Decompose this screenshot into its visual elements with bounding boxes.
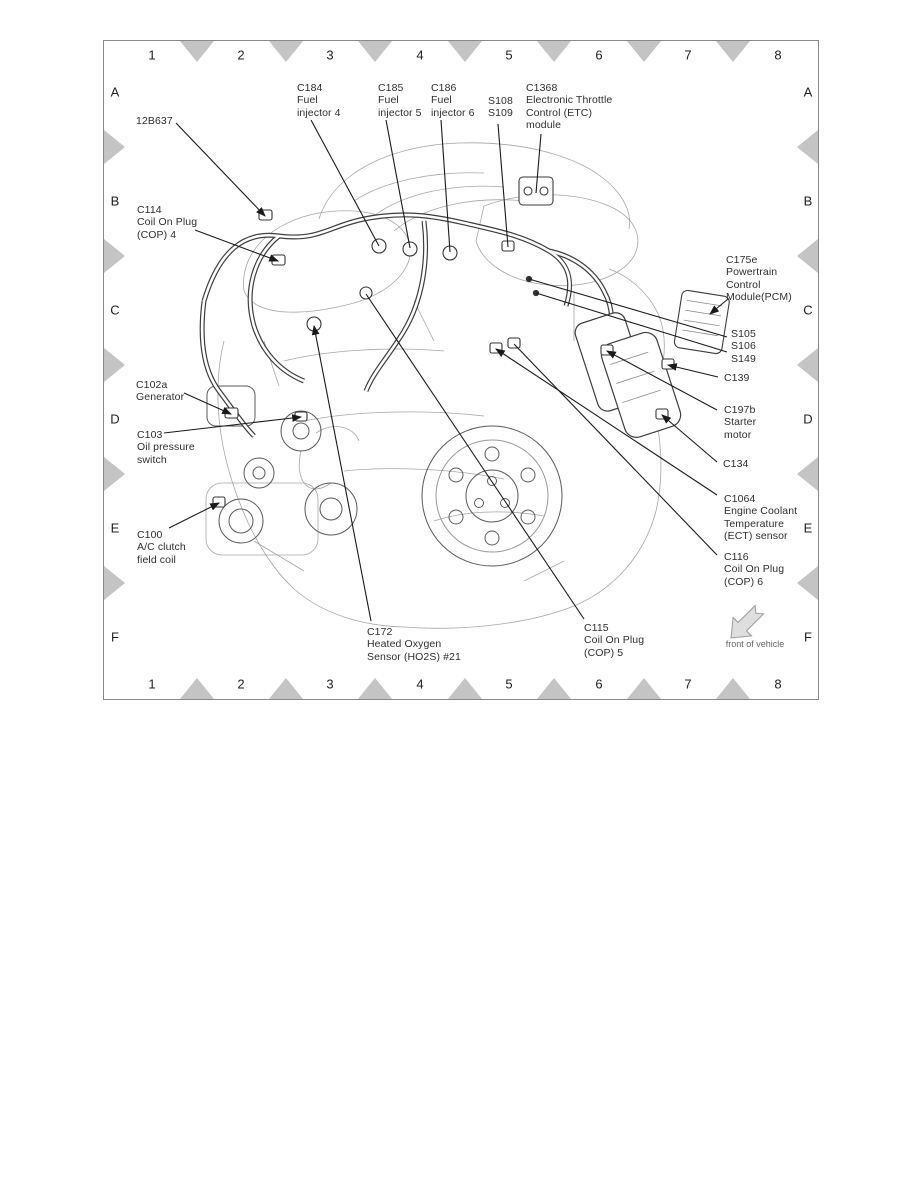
leader-line-C134	[662, 415, 717, 462]
grid-row-label: E	[803, 520, 813, 536]
grid-row-label: F	[111, 629, 119, 645]
grid-column-label: 3	[326, 676, 334, 692]
callout-line: Control (ETC)	[526, 106, 593, 119]
callout-S105-S106-S149	[731, 328, 756, 365]
grid-column-label: 7	[684, 47, 692, 63]
callout-line: C115	[584, 622, 609, 634]
callout-line: C1368	[526, 82, 558, 94]
callout-line: Fuel	[378, 94, 399, 107]
callout-line: Coil On Plug	[137, 216, 198, 229]
callout-line: switch	[137, 453, 167, 466]
grid-marker	[104, 457, 125, 491]
callout-C184	[297, 82, 341, 119]
grid-marker	[104, 130, 125, 164]
grid-row-label: A	[803, 84, 813, 100]
callout-line: C1064	[724, 493, 756, 505]
leader-line-C139	[668, 365, 718, 377]
callout-line: C186	[431, 82, 457, 94]
leader-line-C184	[311, 120, 379, 246]
callout-line: Powertrain	[726, 266, 778, 279]
callout-C102a	[136, 379, 184, 404]
callout-C103	[137, 429, 195, 466]
grid-row-label: E	[110, 520, 120, 536]
leader-line-C185	[386, 120, 410, 248]
grid-column-label: 6	[595, 47, 603, 63]
grid-row-label: D	[110, 411, 120, 427]
callout-line: injector 4	[297, 106, 341, 119]
grid-marker	[627, 41, 661, 62]
callout-C114	[137, 204, 197, 241]
callout-line: field coil	[137, 553, 176, 566]
callout-line: C100	[137, 529, 163, 541]
callout-line: Coil On Plug	[724, 563, 785, 576]
leader-line-C100	[169, 503, 219, 528]
callout-C139	[724, 372, 750, 384]
starter-motor	[573, 303, 684, 446]
grid-marker	[448, 678, 482, 699]
callout-line: C103	[137, 429, 163, 441]
flywheel-and-pulleys	[207, 386, 562, 566]
grid-column-label: 5	[505, 676, 513, 692]
grid-marker	[797, 239, 818, 273]
grid-marker	[104, 239, 125, 273]
grid-marker	[358, 41, 392, 62]
callout-line: Fuel	[297, 94, 318, 107]
grid-column-label: 6	[595, 676, 603, 692]
grid-marker	[358, 678, 392, 699]
callout-line: (COP) 6	[724, 575, 764, 588]
grid-column-label: 3	[326, 47, 334, 63]
grid-frame	[103, 40, 819, 700]
grid-marker	[797, 348, 818, 382]
callout-line: C102a	[136, 379, 168, 391]
grid-marker	[797, 457, 818, 491]
grid-row-label: A	[110, 84, 120, 100]
callout-line: Oil pressure	[137, 441, 195, 454]
grid-column-label: 8	[774, 47, 782, 63]
leader-line-S108-S109	[498, 124, 508, 247]
grid-marker	[537, 41, 571, 62]
grid-marker	[627, 678, 661, 699]
callout-line: A/C clutch	[137, 541, 186, 554]
callout-C175e	[726, 254, 792, 304]
leader-line-C115	[366, 294, 584, 619]
callout-line: S106	[731, 340, 756, 353]
callout-C185	[378, 82, 422, 119]
leader-line-12B637	[176, 123, 265, 216]
callout-line: C175e	[726, 254, 758, 266]
grid-marker	[716, 678, 750, 699]
callout-C100	[137, 529, 186, 566]
grid-marker	[537, 678, 571, 699]
grid-row-label: B	[803, 193, 813, 209]
callout-line: 12B637	[136, 115, 173, 127]
grid-column-label: 1	[148, 676, 156, 692]
callout-line: C134	[723, 458, 749, 470]
callout-line: motor	[724, 428, 752, 441]
callout-line: (COP) 4	[137, 228, 177, 241]
grid-column-label: 1	[148, 47, 156, 63]
grid-column-label: 8	[774, 676, 782, 692]
callout-C134	[723, 458, 749, 470]
grid-marker	[797, 130, 818, 164]
grid-marker	[448, 41, 482, 62]
leader-lines	[164, 120, 728, 621]
front-of-vehicle-label: front of vehicle	[725, 639, 785, 649]
callout-line: Engine Coolant	[724, 505, 798, 518]
grid-column-label: 2	[237, 676, 245, 692]
front-of-vehicle-arrow	[731, 606, 764, 639]
grid-marker	[269, 678, 303, 699]
grid-marker	[180, 41, 214, 62]
callout-C186	[431, 82, 475, 119]
grid-marker	[180, 678, 214, 699]
callout-line: C184	[297, 82, 323, 94]
callout-line: S105	[731, 328, 756, 340]
grid-row-label: D	[803, 411, 813, 427]
callout-line: C197b	[724, 404, 756, 416]
callout-line: Module(PCM)	[726, 291, 792, 304]
grid-column-label: 4	[416, 47, 424, 63]
grid-marker	[716, 41, 750, 62]
grid-marker	[269, 41, 303, 62]
callout-line: injector 5	[378, 106, 422, 119]
callout-line: Generator	[136, 391, 185, 404]
callout-line: C172	[367, 626, 393, 638]
grid-row-label: F	[804, 629, 812, 645]
callout-C116	[724, 551, 784, 588]
engine-illustration	[104, 41, 818, 699]
grid-column-label: 4	[416, 676, 424, 692]
callout-line: C139	[724, 372, 750, 384]
callout-line: module	[526, 119, 562, 132]
callout-line: Temperature	[724, 517, 785, 530]
callout-line: Sensor (HO2S) #21	[367, 650, 461, 663]
callout-line: C114	[137, 204, 162, 216]
grid-marker	[104, 566, 125, 600]
callout-line: Control	[726, 278, 761, 291]
callout-line: (ECT) sensor	[724, 530, 788, 543]
grid-row-label: C	[803, 302, 813, 318]
callout-C172	[367, 626, 461, 663]
callout-C115	[584, 622, 644, 659]
leader-line-C186	[441, 120, 450, 252]
callout-line: C185	[378, 82, 404, 94]
callout-C197b	[724, 404, 756, 441]
leader-line-C172	[314, 326, 371, 621]
callout-line: S149	[731, 352, 756, 365]
callout-C1368	[526, 82, 612, 132]
callout-line: S109	[488, 107, 513, 120]
grid-row-label: C	[110, 302, 120, 318]
callout-line: Coil On Plug	[584, 634, 645, 647]
callout-line: S108	[488, 95, 513, 107]
grid-column-label: 2	[237, 47, 245, 63]
grid-marker	[797, 566, 818, 600]
grid-column-label: 5	[505, 47, 513, 63]
callout-line: Heated Oxygen	[367, 638, 442, 651]
callout-S108-S109	[488, 95, 513, 120]
callout-line: Starter	[724, 416, 757, 429]
grid-column-label: 7	[684, 676, 692, 692]
callout-C1064	[724, 493, 797, 543]
callout-line: Electronic Throttle	[526, 94, 613, 107]
callout-line: injector 6	[431, 106, 475, 119]
grid-marker	[104, 348, 125, 382]
callout-line: Fuel	[431, 94, 452, 107]
callout-12B637	[136, 115, 173, 127]
callout-line: C116	[724, 551, 749, 563]
callout-line: (COP) 5	[584, 646, 624, 659]
grid-row-label: B	[110, 193, 120, 209]
